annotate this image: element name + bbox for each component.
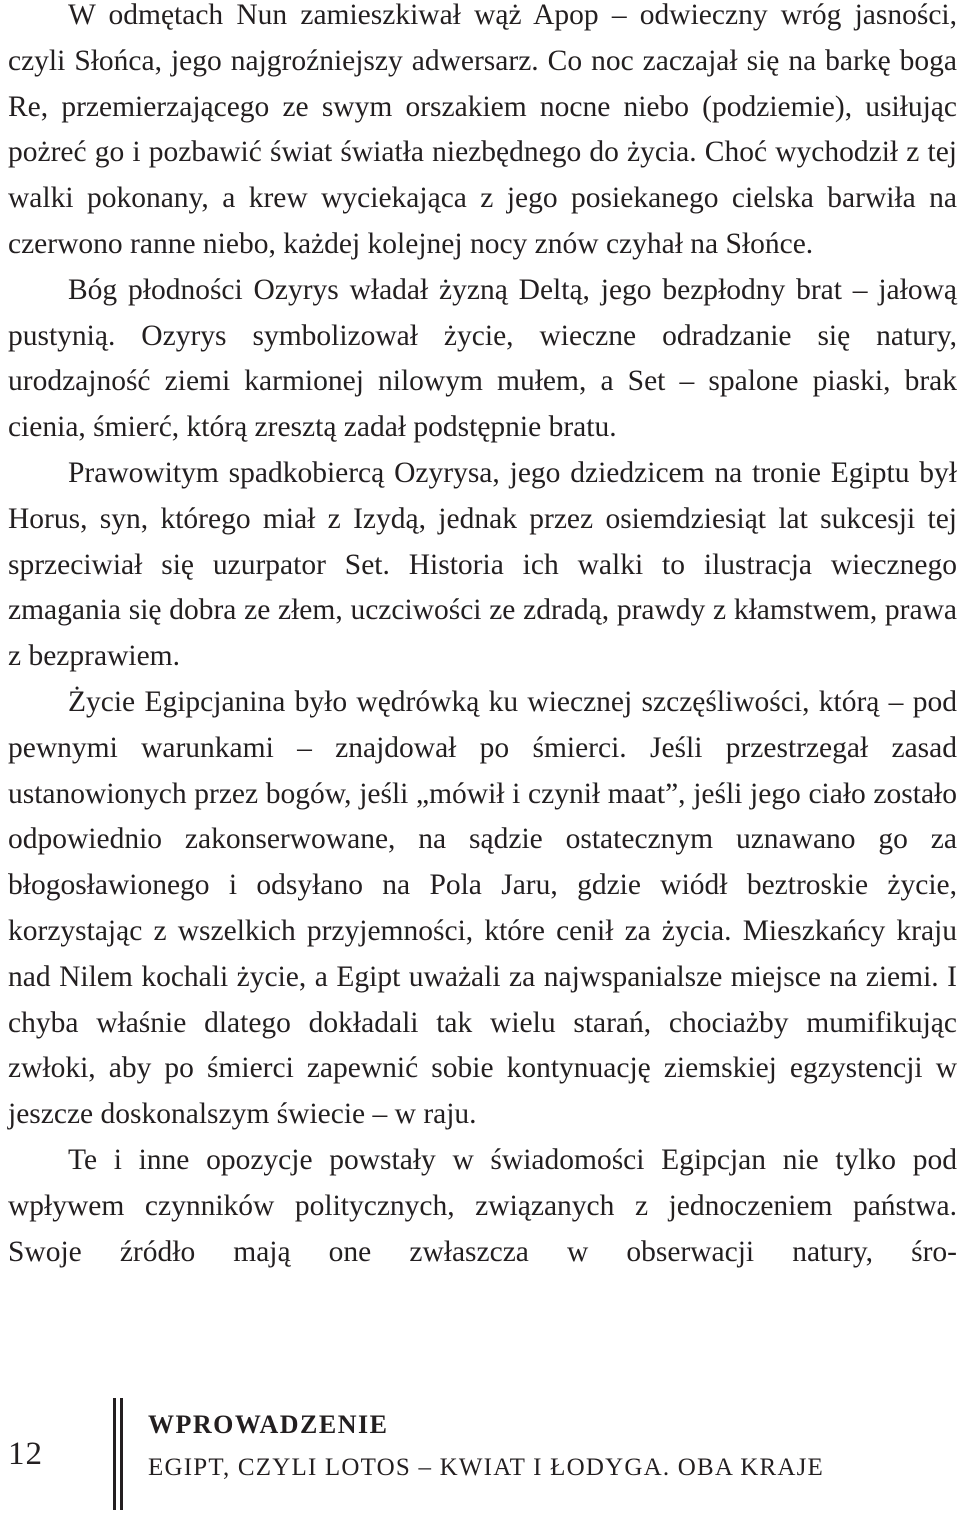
paragraph-apop: W odmętach Nun zamieszkiwał wąż Apop – odwieczny wróg jasności, czyli Słońca, jego najgroźniejszy adwersarz. Co noc zaczajał się na barkę boga Re, przemierzającego ze swym orszakiem nocne niebo (podziemie), usiłując pożreć go i pozbawić świat światła niezbędnego do życia. Choć wychodził z tej walki pokonany, a krew wyciekająca z jego posiekanego cielska barwiła na czerwono ranne niebo, każdej kolejnej nocy znów czyhał na Słońce. xyxy=(8,0,957,260)
body-text xyxy=(8,0,957,1275)
paragraph-zycie-egipcjanina: Życie Egipcjanina było wędrówką ku wiecznej szczęśliwości, którą – pod pewnymi warunkami – znajdował po śmierci. Jeśli przestrzegał zasad ustanowionych przez bogów, jeśli „mówił i czynił maat”, jeśli jego ciało zostało odpowiednio zakonserwowane, na sądzie ostatecznym uznawano go za błogosławionego i odsyłano na Pola Jaru, gdzie wiódł beztroskie życie, korzystając z wszelkich przyjemności, które cenił za życia. Mieszkańcy kraju nad Nilem kochali życie, a Egipt uważali za najwspanialsze miejsce na ziemi. I chyba właśnie dlatego dokładali tak wielu starań, chociażby mumifikując zwłoki, aby po śmierci zapewnić sobie kontynuację ziemskiej egzystencji w jeszcze doskonalszym świecie – w raju. xyxy=(8,685,957,1131)
paragraph-ozyrys-set: Bóg płodności Ozyrys władał żyzną Deltą, jego bezpłodny brat – jałową pustynią. Ozyrys symbolizował życie, wieczne odradzanie się natury, urodzajność ziemi karmionej nilowym mułem, a Set – spalone piaski, brak cienia, śmierć, którą zresztą zadał podstępnie bratu. xyxy=(8,273,957,444)
paragraph-opozycje: Te i inne opozycje powstały w świadomości Egipcjan nie tylko pod wpływem czynników politycznych, związanych z jednoczeniem państwa. Swoje źródło mają one zwłaszcza w obserwacji natury, śro- xyxy=(8,1143,957,1268)
running-head-section: WPROWADZENIE xyxy=(148,1410,389,1439)
paragraph-horus: Prawowitym spadkobiercą Ozyrysa, jego dziedzicem na tronie Egiptu był Horus, syn, którego miał z Izydą, jednak przez osiemdziesiąt lat sukcesji tej sprzeciwiał się uzurpator Set. Historia ich walki to ilustracja wiecznego zmagania się dobra ze złem, uczciwości ze zdradą, prawdy z kłamstwem, prawa z bezprawiem. xyxy=(8,456,957,673)
running-head-chapter: EGIPT, CZYLI LOTOS – KWIAT I ŁODYGA. OBA KRAJE xyxy=(148,1454,825,1481)
page-number: 12 xyxy=(8,1436,43,1472)
footer-rule-left xyxy=(113,1398,116,1510)
page-footer xyxy=(0,1380,960,1516)
footer-rule-right xyxy=(120,1398,123,1510)
